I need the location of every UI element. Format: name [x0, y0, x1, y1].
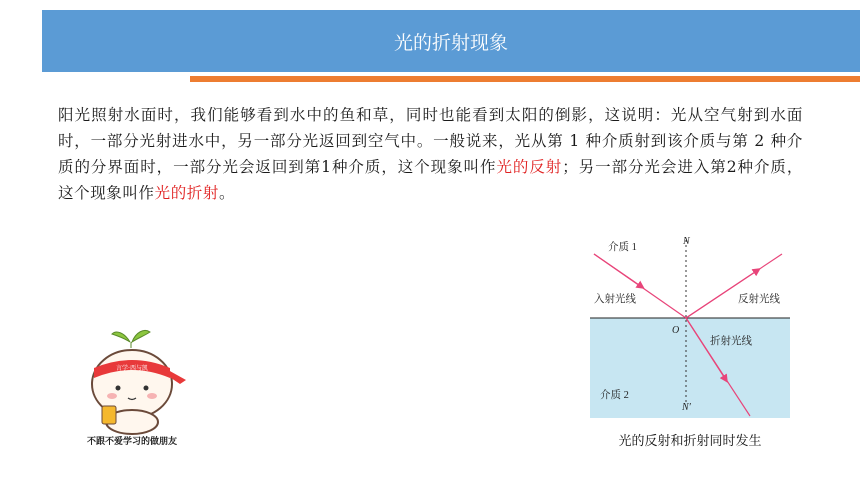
right-cheek: [147, 393, 157, 399]
diagram-caption: 光的反射和折射同时发生: [618, 434, 762, 449]
normal-label-top: N: [683, 236, 690, 247]
book-icon: [102, 406, 116, 424]
body-paragraph: [58, 102, 803, 206]
mascot-caption: 不跟不爱学习的做朋友: [86, 437, 178, 447]
refraction-diagram: [590, 232, 790, 418]
paragraph-text-2: ；另一部分光会进入第2种介质，这个现象叫作: [58, 158, 803, 202]
sprout-icon: [112, 330, 150, 348]
medium-1-label: 介质 1: [608, 242, 637, 253]
medium-2-label: 介质 2: [600, 390, 629, 401]
origin-label: O: [672, 325, 680, 336]
left-eye: [116, 386, 121, 391]
page-title: 光的折射现象: [393, 31, 508, 54]
normal-label-bottom: N′: [682, 402, 691, 413]
title-bar: [42, 10, 860, 72]
incident-ray-arrow: [594, 254, 642, 287]
paragraph-text-1: 阳光照射水面时，我们能够看到水中的鱼和草，同时也能看到太阳的倒影，这说明：光从空气射到水面时，一部分光射进水中，另一部分光返回到空气中。一般说来，光从第 1 种介质射到该介质与第 2 种介质的分界面时，一部分光会返回到第1种介质，这个现象叫作: [58, 106, 803, 176]
paragraph-text-3: 。: [219, 184, 236, 202]
mascot-sticker: [72, 322, 192, 448]
right-eye: [144, 386, 149, 391]
incident-label: 入射光线: [594, 294, 636, 305]
headband-text: 言学·西与凯: [116, 365, 148, 372]
left-cheek: [107, 393, 117, 399]
term-refraction: 光的折射: [154, 184, 220, 202]
reflected-label: 反射光线: [738, 294, 780, 305]
refracted-label: 折射光线: [710, 336, 752, 347]
accent-divider: [190, 76, 860, 82]
term-reflection: 光的反射: [496, 158, 563, 176]
